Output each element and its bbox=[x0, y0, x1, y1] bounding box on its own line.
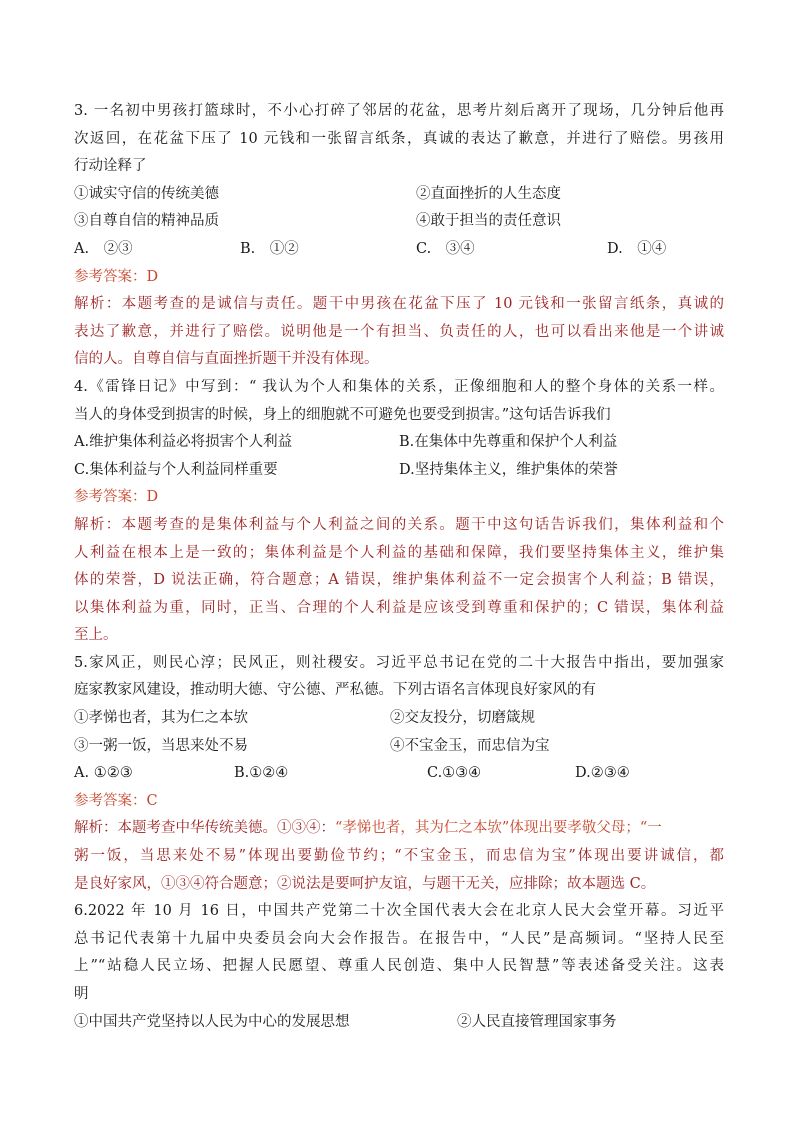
question-stem-line: 行动诠释了 bbox=[74, 158, 147, 175]
question-6 bbox=[74, 898, 724, 1036]
analysis-line: 以集体利益为重，同时，正当、合理的个人利益是应该受到尊重和保护的；C 错误，集体利益 bbox=[74, 599, 724, 616]
question-stem-line: 5.家风正，则民心淳；民风正，则社稷安。习近平总书记在党的二十大报告中指出，要加强家 bbox=[74, 654, 724, 671]
choice-row bbox=[74, 236, 724, 264]
option-1: ①孝悌也者，其为仁之本欤 bbox=[74, 710, 248, 727]
analysis-line: 信的人。自尊自信与直面挫折题干并没有体现。 bbox=[74, 351, 379, 368]
choice-b: B.在集体中先尊重和保护个人利益 bbox=[399, 434, 618, 451]
question-stem-line: 明 bbox=[74, 986, 89, 1002]
analysis-line: 是良好家风，①③④符合题意；②说法是要呵护友谊，与题干无关，应排除；故本题选 C。 bbox=[74, 875, 656, 892]
question-stem-line: 6.2022 年 10 月 16 日，中国共产党第二十次全国代表大会在北京人民大会堂开幕。习近平 bbox=[74, 903, 724, 920]
analysis-line: 解析：本题考查的是集体利益与个人利益之间的关系。题干中这句话告诉我们，集体利益和个 bbox=[74, 516, 724, 533]
question-stem-line: 庭家教家风建设，推动明大德、守公德、严私德。下列古语名言体现良好家风的有 bbox=[74, 682, 596, 699]
reference-answer: 参考答案：D bbox=[74, 268, 159, 285]
option-3: ③一粥一饭，当思来处不易 bbox=[74, 737, 248, 754]
question-stem-line: 当人的身体受到损害的时候，身上的细胞就不可避免也要受到损害。”这句话告诉我们 bbox=[74, 406, 611, 423]
choice-c: C.集体利益与个人利益同样重要 bbox=[74, 461, 278, 478]
option-4: ④不宝金玉，而忠信为宝 bbox=[390, 737, 550, 754]
question-5 bbox=[74, 650, 724, 898]
analysis-line: 解析：本题考查的是诚信与责任。题干中男孩在花盆下压了 10 元钱和一张留言纸条，真诚的 bbox=[74, 296, 724, 313]
reference-answer: 参考答案：C bbox=[74, 792, 158, 809]
question-stem-line: 总书记代表第十九届中央委员会向大会作报告。在报告中，“人民”是高频词。“坚持人民至 bbox=[74, 930, 724, 947]
analysis-line: 表达了歉意，并进行了赔偿。说明他是一个有担当、负责任的人，也可以看出来他是一个讲诚 bbox=[74, 323, 724, 340]
choice-row bbox=[74, 457, 724, 485]
choice-row bbox=[74, 760, 724, 788]
option-2: ②直面挫折的人生态度 bbox=[416, 185, 561, 202]
analysis-quote-text: “孝悌也者，其为仁之本欤”体现出要孝敬父母；“一 bbox=[335, 820, 662, 837]
option-2: ②人民直接管理国家事务 bbox=[457, 1013, 617, 1030]
analysis-line: 人利益在根本上是一致的；集体利益是个人利益的基础和保障，我们要坚持集体主义，维护集 bbox=[74, 544, 724, 561]
question-stem-line: 次返回，在花盆下压了 10 元钱和一张留言纸条，真诚的表达了歉意，并进行了赔偿。男孩用 bbox=[74, 130, 724, 147]
option-row bbox=[74, 733, 724, 761]
choice-b: B.①②④ bbox=[234, 765, 289, 782]
analysis-line: 至上。 bbox=[74, 627, 118, 644]
choice-d: D.坚持集体主义，维护集体的荣誉 bbox=[399, 461, 618, 478]
option-row bbox=[74, 1009, 724, 1037]
choice-c: C. ③④ bbox=[416, 240, 475, 257]
choice-a: A. ②③ bbox=[74, 240, 133, 257]
choice-a: A. ①②③ bbox=[74, 765, 133, 782]
analysis-line: 体的荣誉，D 说法正确，符合题意；A 错误，维护集体利益不一定会损害个人利益；B 错误， bbox=[74, 572, 724, 589]
reference-answer: 参考答案：D bbox=[74, 489, 159, 506]
choice-d: D. ①④ bbox=[607, 240, 667, 257]
question-3 bbox=[74, 98, 724, 374]
document-content bbox=[74, 98, 724, 1036]
analysis-text: 解析：本题考查中华传统美德。①③④： bbox=[74, 820, 335, 837]
option-1: ①中国共产党坚持以人民为中心的发展思想 bbox=[74, 1013, 350, 1030]
question-4 bbox=[74, 374, 724, 650]
question-stem-line: 上”“站稳人民立场、把握人民愿望、尊重人民创造、集中人民智慧”等表述备受关注。这表 bbox=[74, 958, 724, 975]
choice-b: B. ①② bbox=[240, 240, 299, 257]
option-row bbox=[74, 208, 724, 236]
choice-c: C.①③④ bbox=[427, 765, 482, 782]
choice-row bbox=[74, 429, 724, 457]
option-row bbox=[74, 705, 724, 733]
option-4: ④敢于担当的责任意识 bbox=[416, 213, 561, 230]
choice-d: D.②③④ bbox=[575, 765, 630, 782]
choice-a: A.维护集体利益必将损害个人利益 bbox=[74, 434, 293, 451]
question-stem-line: 4.《雷锋日记》中写到：“ 我认为个人和集体的关系，正像细胞和人的整个身体的关系一样。 bbox=[74, 378, 724, 395]
analysis-line: 粥一饭，当思来处不易”体现出要勤俭节约；“不宝金玉，而忠信为宝”体现出要讲诚信，都 bbox=[74, 848, 724, 865]
question-stem-line: 3. 一名初中男孩打篮球时，不小心打碎了邻居的花盆，思考片刻后离开了现场，几分钟后他再 bbox=[74, 103, 724, 119]
option-2: ②交友投分，切磨箴规 bbox=[390, 710, 535, 727]
option-3: ③自尊自信的精神品质 bbox=[74, 213, 219, 230]
analysis-line bbox=[74, 815, 724, 843]
option-row bbox=[74, 181, 724, 209]
option-1: ①诚实守信的传统美德 bbox=[74, 185, 219, 202]
